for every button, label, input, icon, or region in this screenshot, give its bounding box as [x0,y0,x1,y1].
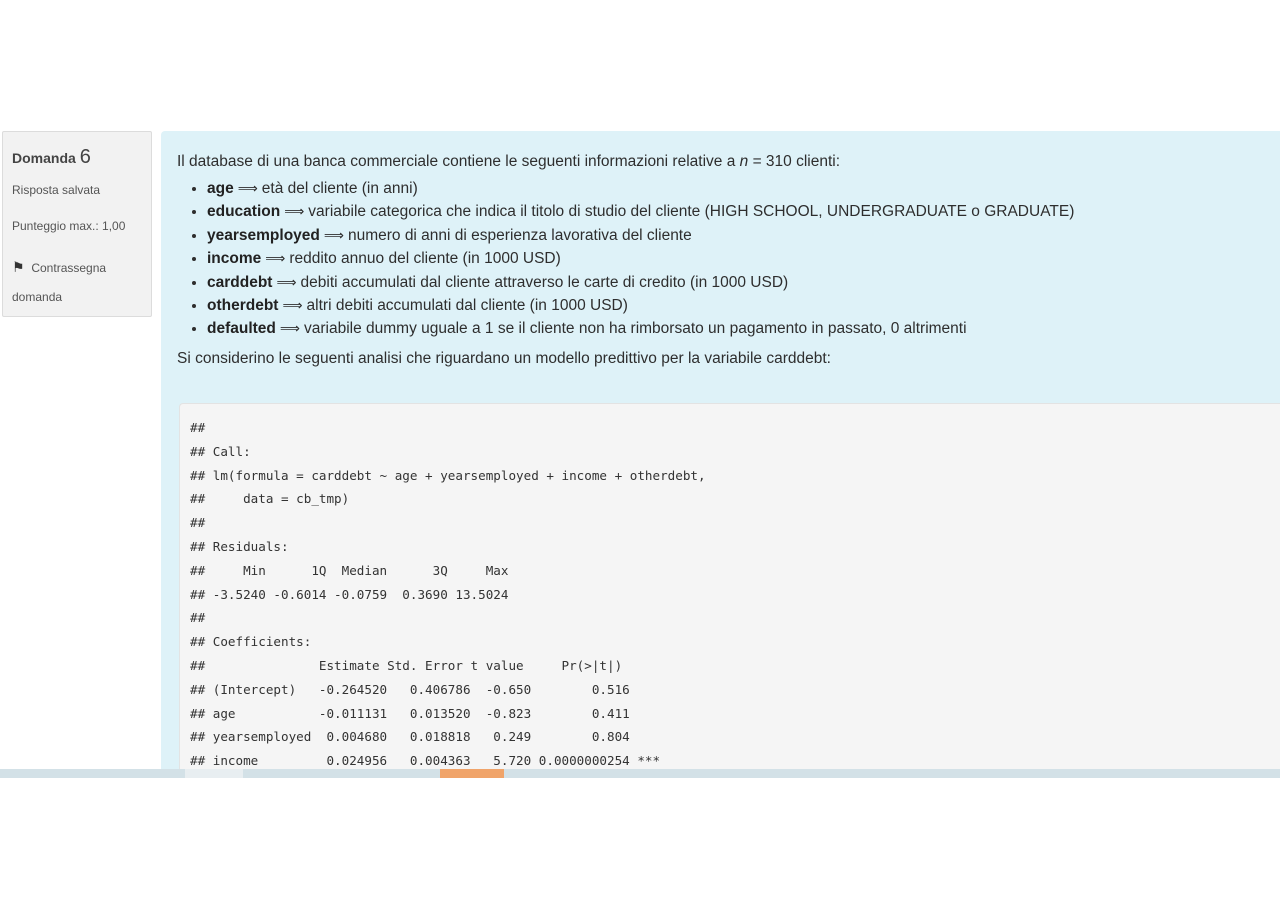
variable-name: otherdebt [207,297,279,315]
variable-item [207,200,1280,223]
question-max-grade: Punteggio max.: 1,00 [12,219,126,233]
variable-description: numero di anni di esperienza lavorativa del cliente [347,226,692,244]
flag-icon[interactable]: ⚑ [12,259,25,275]
flag-label-line2[interactable]: domanda [12,290,63,304]
code-line: ## -3.5240 -0.6014 -0.0759 0.3690 13.5024 [190,586,509,602]
code-line: ## Coefficients: [190,634,312,650]
r-output-text [190,416,706,770]
variable-item [207,224,1280,247]
code-line: ## Residuals: [190,538,289,554]
question-state: Risposta salvata [12,183,101,197]
arrow-icon: ⟹ [284,203,305,220]
variable-list [177,177,1280,341]
variable-description: variabile dummy uguale a 1 se il cliente non ha rimborsato un pagamento in passato, 0 altrimenti [303,320,967,338]
variable-description: reddito annuo del cliente (in 1000 USD) [289,250,561,268]
scrollbar-thumb[interactable] [440,769,504,778]
arrow-icon: ⟹ [323,226,344,243]
flag-question-button[interactable] [12,253,142,312]
variable-item [207,294,1280,317]
question-info-panel [2,131,152,317]
intro-text: Il database di una banca commerciale contiene le seguenti informazioni relative a [177,153,736,170]
r-output-block [179,403,1280,770]
code-line: ## income 0.024956 0.004363 5.720 0.0000000254 *** [190,753,661,769]
variable-name: education [207,203,281,221]
question-intro-2: Si considerino le seguenti analisi che riguardano un modello predittivo per la variabile carddebt: [177,349,831,367]
code-line: ## Min 1Q Median 3Q Max [190,562,509,578]
variable-description: variabile categorica che indica il titolo di studio del cliente (HIGH SCHOOL, UNDERGRADUATE o GRADUATE) [308,203,1075,221]
question-text [177,153,1280,368]
horizontal-scrollbar[interactable] [0,769,1280,778]
arrow-icon: ⟹ [265,250,286,267]
arrow-icon: ⟹ [237,180,258,196]
scrollbar-track-segment[interactable] [185,769,243,778]
code-line: ## lm(formula = carddebt ~ age + yearsemployed + income + otherdebt, [190,467,706,483]
variable-name: yearsemployed [207,226,320,244]
code-line: ## [190,420,206,435]
variable-description: età del cliente (in anni) [261,180,418,197]
code-line: ## Estimate Std. Error t value Pr(>|t|) [190,657,623,673]
variable-item [207,177,1280,200]
variable-item [207,247,1280,270]
variable-item [207,271,1280,294]
code-line: ## data = cb_tmp) [190,491,350,507]
arrow-icon: ⟹ [279,320,300,337]
flag-label[interactable]: Contrassegna [31,261,107,275]
variable-name: carddebt [207,273,273,291]
variable-name: age [207,180,234,197]
question-number [12,146,142,169]
arrow-icon: ⟹ [276,273,297,290]
question-label: Domanda [12,150,76,166]
variable-name: income [207,250,262,268]
code-line: ## (Intercept) -0.264520 0.406786 -0.650 0.516 [190,681,630,697]
variable-item [207,317,1280,340]
code-line: ## yearsemployed 0.004680 0.018818 0.249 0.804 [190,729,630,745]
variable-name: defaulted [207,320,276,338]
question-intro [177,153,1280,171]
code-line: ## age -0.011131 0.013520 -0.823 0.411 [190,705,630,721]
question-number-value: 6 [79,146,91,168]
code-line: ## [190,515,206,531]
intro-text-end: = 310 clienti: [752,153,841,170]
arrow-icon: ⟹ [282,297,303,314]
intro-n-symbol: n [739,153,749,170]
variable-description: debiti accumulati dal cliente attraverso le carte di credito (in 1000 USD) [300,273,789,291]
code-line: ## [190,610,206,626]
variable-description: altri debiti accumulati dal cliente (in 1000 USD) [306,297,628,315]
code-line: ## Call: [190,443,251,459]
